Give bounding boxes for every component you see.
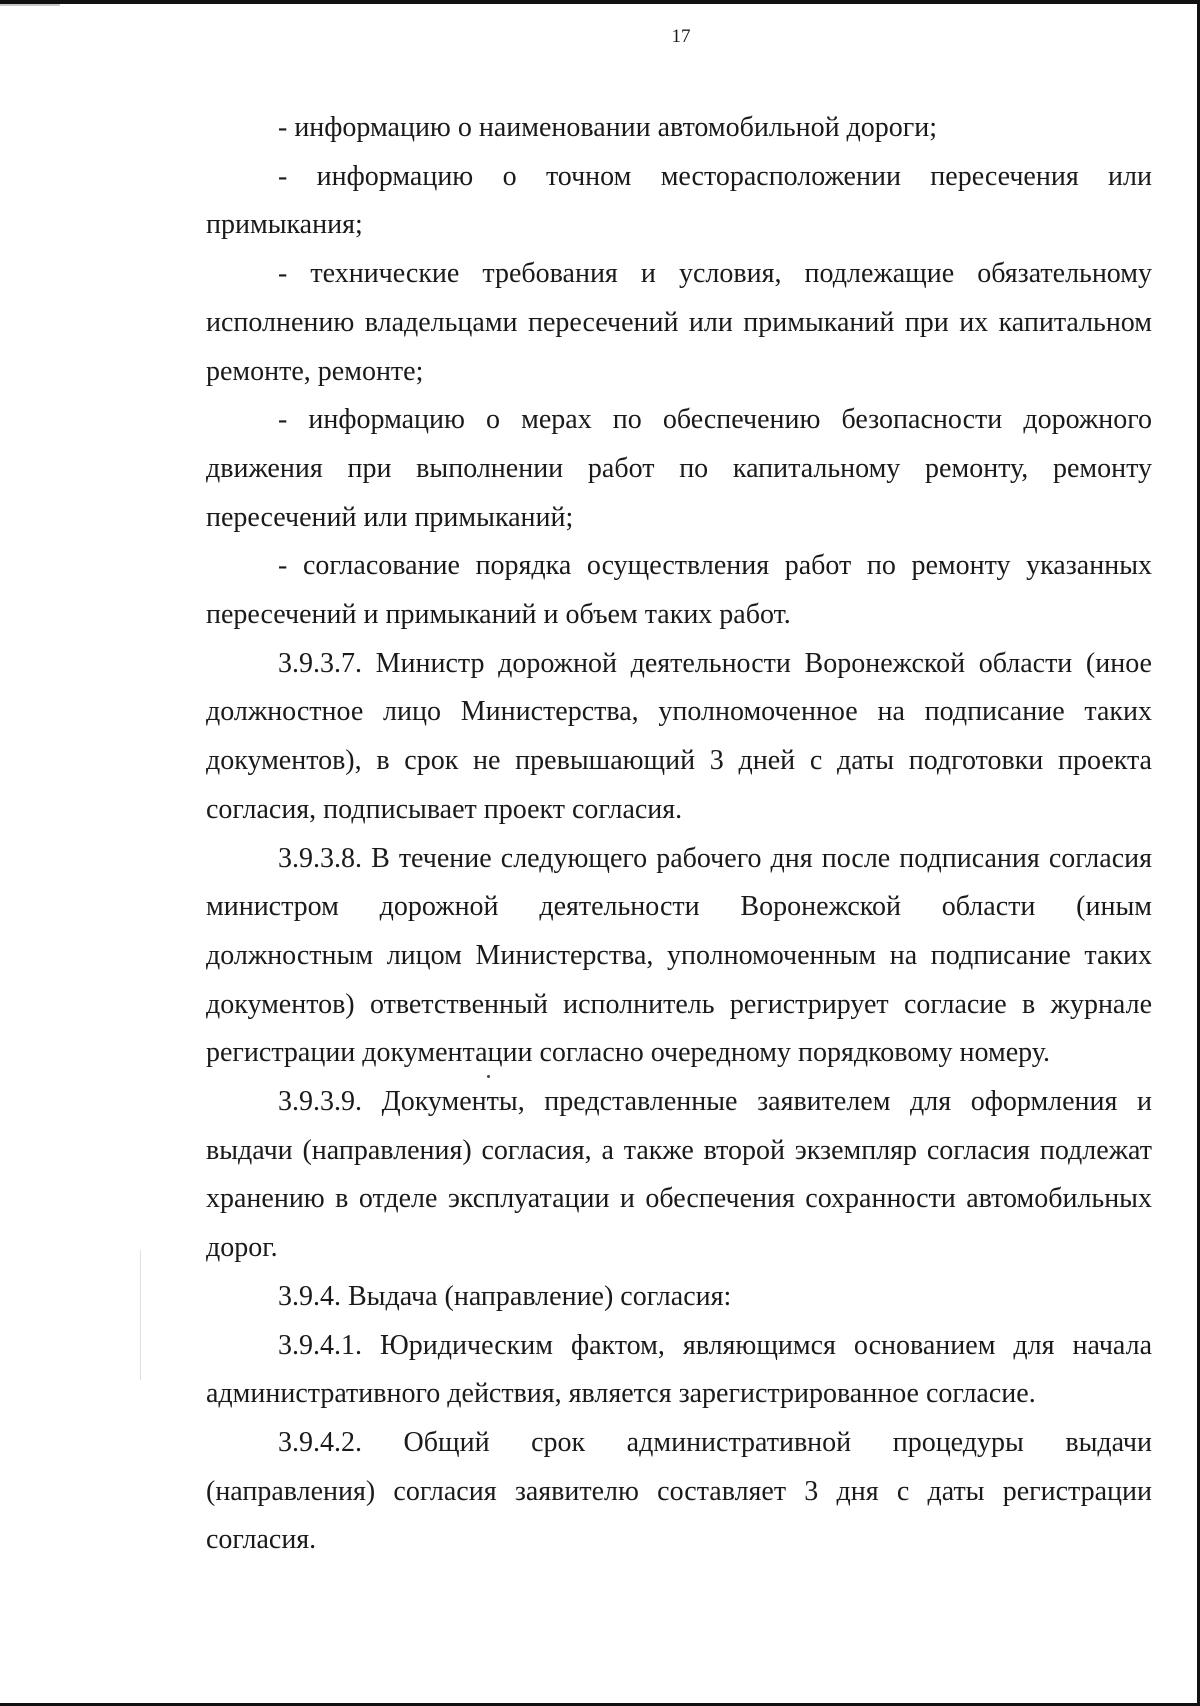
scan-border-top (0, 0, 1200, 4)
paragraph: 3.9.4. Выдача (направление) согласия: (278, 1280, 732, 1312)
paragraph: - информацию о наименовании автомобильной дороги; (278, 112, 938, 143)
scan-edge-mark (140, 1250, 141, 1380)
page-number: 17 (671, 26, 691, 47)
paragraph: - технические требования и условия, подлежащие обязательному исполнению владельцами пересечений или примыканий при их капитальном ремонте, ремонте; (206, 258, 1152, 387)
paragraph: 3.9.4.2. Общий срок административной процедуры выдачи (направления) согласия заявителю составляет 3 дня с даты регистрации согласия. (206, 1426, 1152, 1556)
document-body (206, 104, 1152, 1565)
paragraph: - информацию о точном месторасположении пересечения или примыкания; (206, 160, 1152, 241)
scan-dust-speck (487, 1075, 490, 1078)
paragraph: 3.9.3.8. В течение следующего рабочего дня после подписания согласия министром дорожной деятельности Воронежской области (иным должностным лицом Министерства, уполномоченным на подписание таких документов) ответственный исполнитель регистрирует согласие в журнале регистрации документации согласно очередному порядковому номеру. (206, 842, 1152, 1069)
paragraph: 3.9.3.9. Документы, представленные заявителем для оформления и выдачи (направления) согласия, а также второй экземпляр согласия подлежат хранению в отделе эксплуатации и обеспечения сохранности автомобильных дорог. (206, 1086, 1152, 1264)
paragraph: - информацию о мерах по обеспечению безопасности дорожного движения при выполнении работ по капитальному ремонту, ремонту пересечений или примыканий; (206, 404, 1152, 533)
paragraph: 3.9.3.7. Министр дорожной деятельности Воронежской области (иное должностное лицо Министерства, уполномоченное на подписание таких документов), в срок не превышающий 3 дней с даты подготовки проекта согласия, подписывает проект согласия. (206, 647, 1152, 825)
paragraph: 3.9.4.1. Юридическим фактом, являющимся основанием для начала административного действия, является зарегистрированное согласие. (206, 1329, 1152, 1410)
paragraph: - согласование порядка осуществления работ по ремонту указанных пересечений и примыканий и объем таких работ. (206, 550, 1152, 631)
scan-edge-mark (0, 4, 60, 6)
